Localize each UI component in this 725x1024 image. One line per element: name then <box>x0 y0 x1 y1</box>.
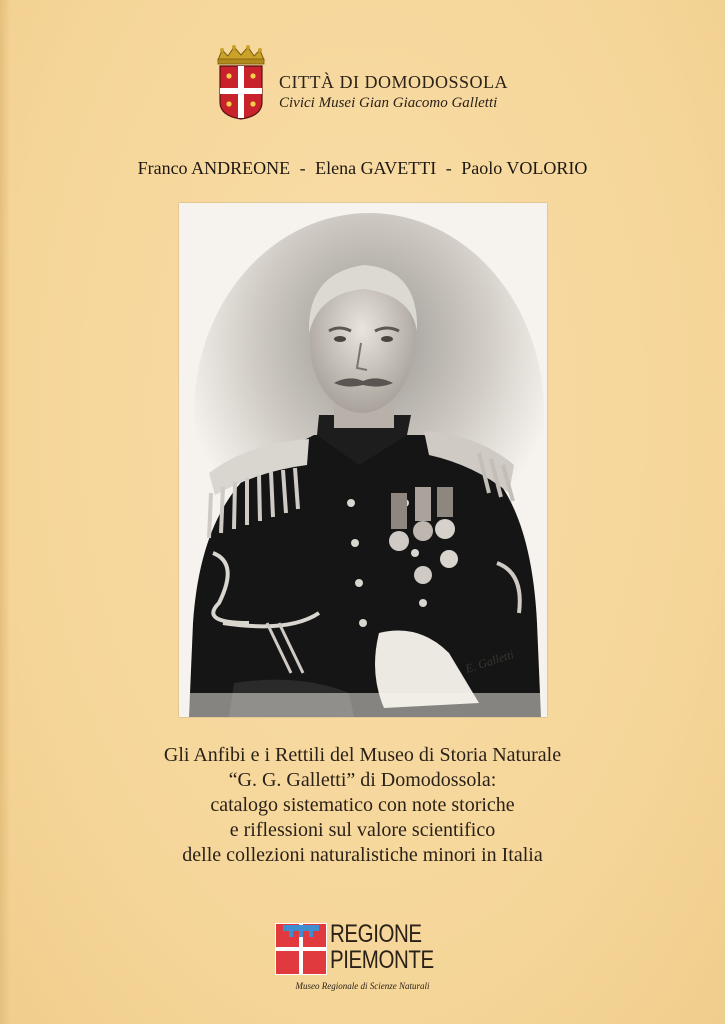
title-line: catalogo sistematico con note storiche <box>210 794 515 816</box>
region-line-1: REGIONE <box>330 920 422 948</box>
portrait-signature: E. Galletti <box>463 647 516 676</box>
regional-museum-name: Museo Regionale di Scienze Naturali <box>295 981 430 991</box>
title-line: “G. G. Galletti” di Domodossola: <box>228 769 497 791</box>
portrait-illustration <box>179 203 547 717</box>
author-last-name: VOLORIO <box>506 158 588 178</box>
city-header <box>279 72 579 112</box>
author-first-name: Franco <box>137 158 188 178</box>
author-first-name: Elena <box>315 158 357 178</box>
title-line: delle collezioni naturalistiche minori in Italia <box>182 844 543 866</box>
title-line: Gli Anfibi e i Rettili del Museo di Storia Naturale <box>163 744 562 766</box>
city-name: CITTÀ DI DOMODOSSOLA <box>279 72 508 92</box>
author-separator: - <box>445 158 452 178</box>
author-last-name: GAVETTI <box>360 158 437 178</box>
title-line: e riflessioni sul valore scientifico <box>229 819 496 841</box>
book-title <box>60 743 665 868</box>
author-last-name: ANDREONE <box>191 158 291 178</box>
cover-spine-shadow <box>0 0 10 1024</box>
author-first-name: Paolo <box>461 158 503 178</box>
authors-line <box>0 158 725 179</box>
region-logo-text <box>330 921 434 973</box>
portrait-photo <box>179 203 547 717</box>
region-line-2: PIEMONTE <box>330 946 434 974</box>
piemonte-flag-icon <box>275 923 327 975</box>
city-coat-of-arms-icon <box>214 44 268 120</box>
author-separator: - <box>299 158 306 178</box>
museum-name: Civici Musei Gian Giacomo Galletti <box>279 95 498 111</box>
